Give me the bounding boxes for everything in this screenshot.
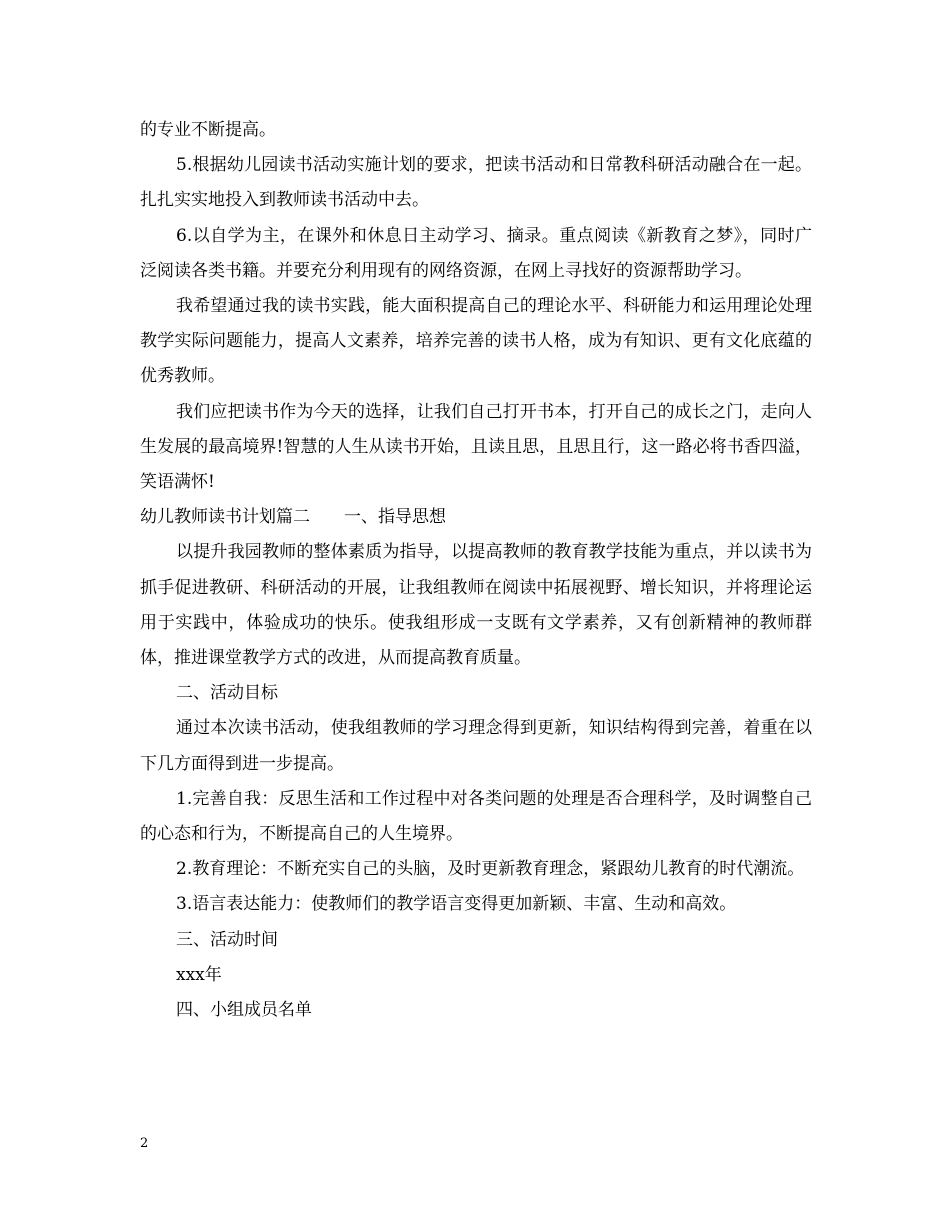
page-number: 2 bbox=[140, 1136, 149, 1151]
document-body bbox=[140, 113, 812, 1028]
paragraph-4: 我希望通过我的读书实践，能大面积提高自己的理论水平、科研能力和运用理论处理教学实际问题能力，提高人文素养，培养完善的读书人格，成为有知识、更有文化底蕴的优秀教师。 bbox=[140, 296, 812, 387]
paragraph-5: 我们应把读书作为今天的选择，让我们自己打开书本，打开自己的成长之门，走向人生发展的最高境界!智慧的人生从读书开始，且读且思，且思且行，这一路必将书香四溢，笑语满怀! bbox=[140, 401, 812, 493]
paragraph-3: 6.以自学为主，在课外和休息日主动学习、摘录。重点阅读《新教育之梦》，同时广泛阅读各类书籍。并要充分利用现有的网络资源，在网上寻找好的资源帮助学习。 bbox=[140, 225, 812, 281]
heading-activity-goals: 二、活动目标 bbox=[176, 683, 278, 704]
paragraph-10: 1.完善自我：反思生活和工作过程中对各类问题的处理是否合理科学，及时调整自己的心态和行为，不断提高自己的人生境界。 bbox=[140, 788, 812, 845]
paragraph-11: 2.教育理论：不断充实自己的头脑，及时更新教育理念，紧跟幼儿教育的时代潮流。 bbox=[176, 859, 805, 880]
paragraph-year: xxx年 bbox=[176, 964, 222, 985]
paragraph-1: 的专业不断提高。 bbox=[140, 120, 276, 140]
heading-activity-time: 三、活动时间 bbox=[176, 929, 278, 950]
paragraph-2: 5.根据幼儿园读书活动实施计划的要求，把读书活动和日常教科研活动融合在一起。扎扎实实地投入到教师读书活动中去。 bbox=[140, 155, 812, 211]
section-heading: 幼儿教师读书计划篇二 一、指导思想 bbox=[140, 507, 446, 528]
paragraph-9: 通过本次读书活动，使我组教师的学习理念得到更新，知识结构得到完善，着重在以下几方面得到进一步提高。 bbox=[140, 718, 812, 774]
paragraph-7: 以提升我园教师的整体素质为指导，以提高教师的教育教学技能为重点，并以读书为抓手促进教研、科研活动的开展，让我组教师在阅读中拓展视野、增长知识，并将理论运用于实践中，体验成功的快乐。使我组形成一支既有文学素养，又有创新精神的教师群体，推进课堂教学方式的改进，从而提高教育质量。 bbox=[140, 542, 812, 669]
paragraph-12: 3.语言表达能力：使教师们的教学语言变得更加新颖、丰富、生动和高效。 bbox=[176, 894, 737, 915]
heading-member-list: 四、小组成员名单 bbox=[176, 1000, 312, 1021]
